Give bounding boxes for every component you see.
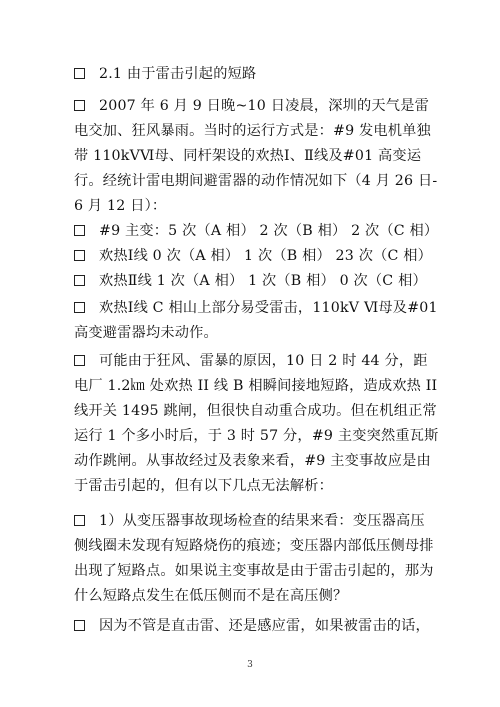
checkbox-icon [74, 250, 85, 261]
paragraph-lightning-note: 因为不管是直击雷、还是感应雷，如果被雷击的话， [74, 614, 439, 639]
paragraph-section-title: 2.1 由于雷击引起的短路 [74, 62, 439, 87]
checkbox-icon [74, 100, 85, 111]
paragraph-analysis-point-1: 1）从变压器事故现场检查的结果来看：变压器高压侧线圈未发现有短路烧伤的痕迹；变压器内部低压侧母排出现了短路点。如果说主变事故是由于雷击引起的，那为什么短路点发生在低压侧而不是在高压侧？ [74, 513, 434, 604]
checkbox-icon [74, 355, 85, 366]
page-number: 3 [247, 660, 253, 670]
paragraph-weather-intro: 2007 年 6 月 9 日晚~10 日凌晨，深圳的天气是雷电交加、狂风暴雨。当时的运行方式是：#9 发电机单独带 110kVⅥ母、同杆架设的欢热Ⅰ、Ⅱ线及#01 高变运行。经统计雷电期间避雷器的动作情况如下（4 月 26 日-6 月 12 日）： [74, 98, 438, 214]
paragraph-main-transformer-count: #9 主变：5 次（A 相） 2 次（B 相） 2 次（C 相） [74, 219, 439, 244]
paragraph-fault-description: 可能由于狂风、雷暴的原因，10 日 2 时 44 分，距电厂 1.2㎞ 处欢热 II 线 B 相瞬间接地短路，造成欢热 II 线开关 1495 跳闸，但很快自动重合成功。但在机组正常运行 1 个多小时后，于 3 时 57 分，#9 主变突然重瓦斯动作跳闸。从事故经过及表象来看，#9 主变事故应是由于雷击引起的，但有以下几点无法解析： [74, 353, 439, 494]
checkbox-icon [74, 225, 85, 236]
checkbox-icon [74, 302, 85, 313]
paragraph-line1-count: 欢热Ⅰ线 0 次（A 相） 1 次（B 相） 23 次（C 相） [74, 244, 439, 269]
paragraph-line1-lightning: 欢热Ⅰ线 C 相山上部分易受雷击，110kV Ⅵ母及#01 高变避雷器均未动作。 [74, 300, 438, 341]
checkbox-icon [74, 68, 85, 79]
paragraph-line2-count: 欢热Ⅱ线 1 次（A 相） 1 次（B 相） 0 次（C 相） [74, 269, 439, 294]
checkbox-icon [74, 515, 85, 526]
checkbox-icon [74, 275, 85, 286]
checkbox-icon [74, 620, 85, 631]
